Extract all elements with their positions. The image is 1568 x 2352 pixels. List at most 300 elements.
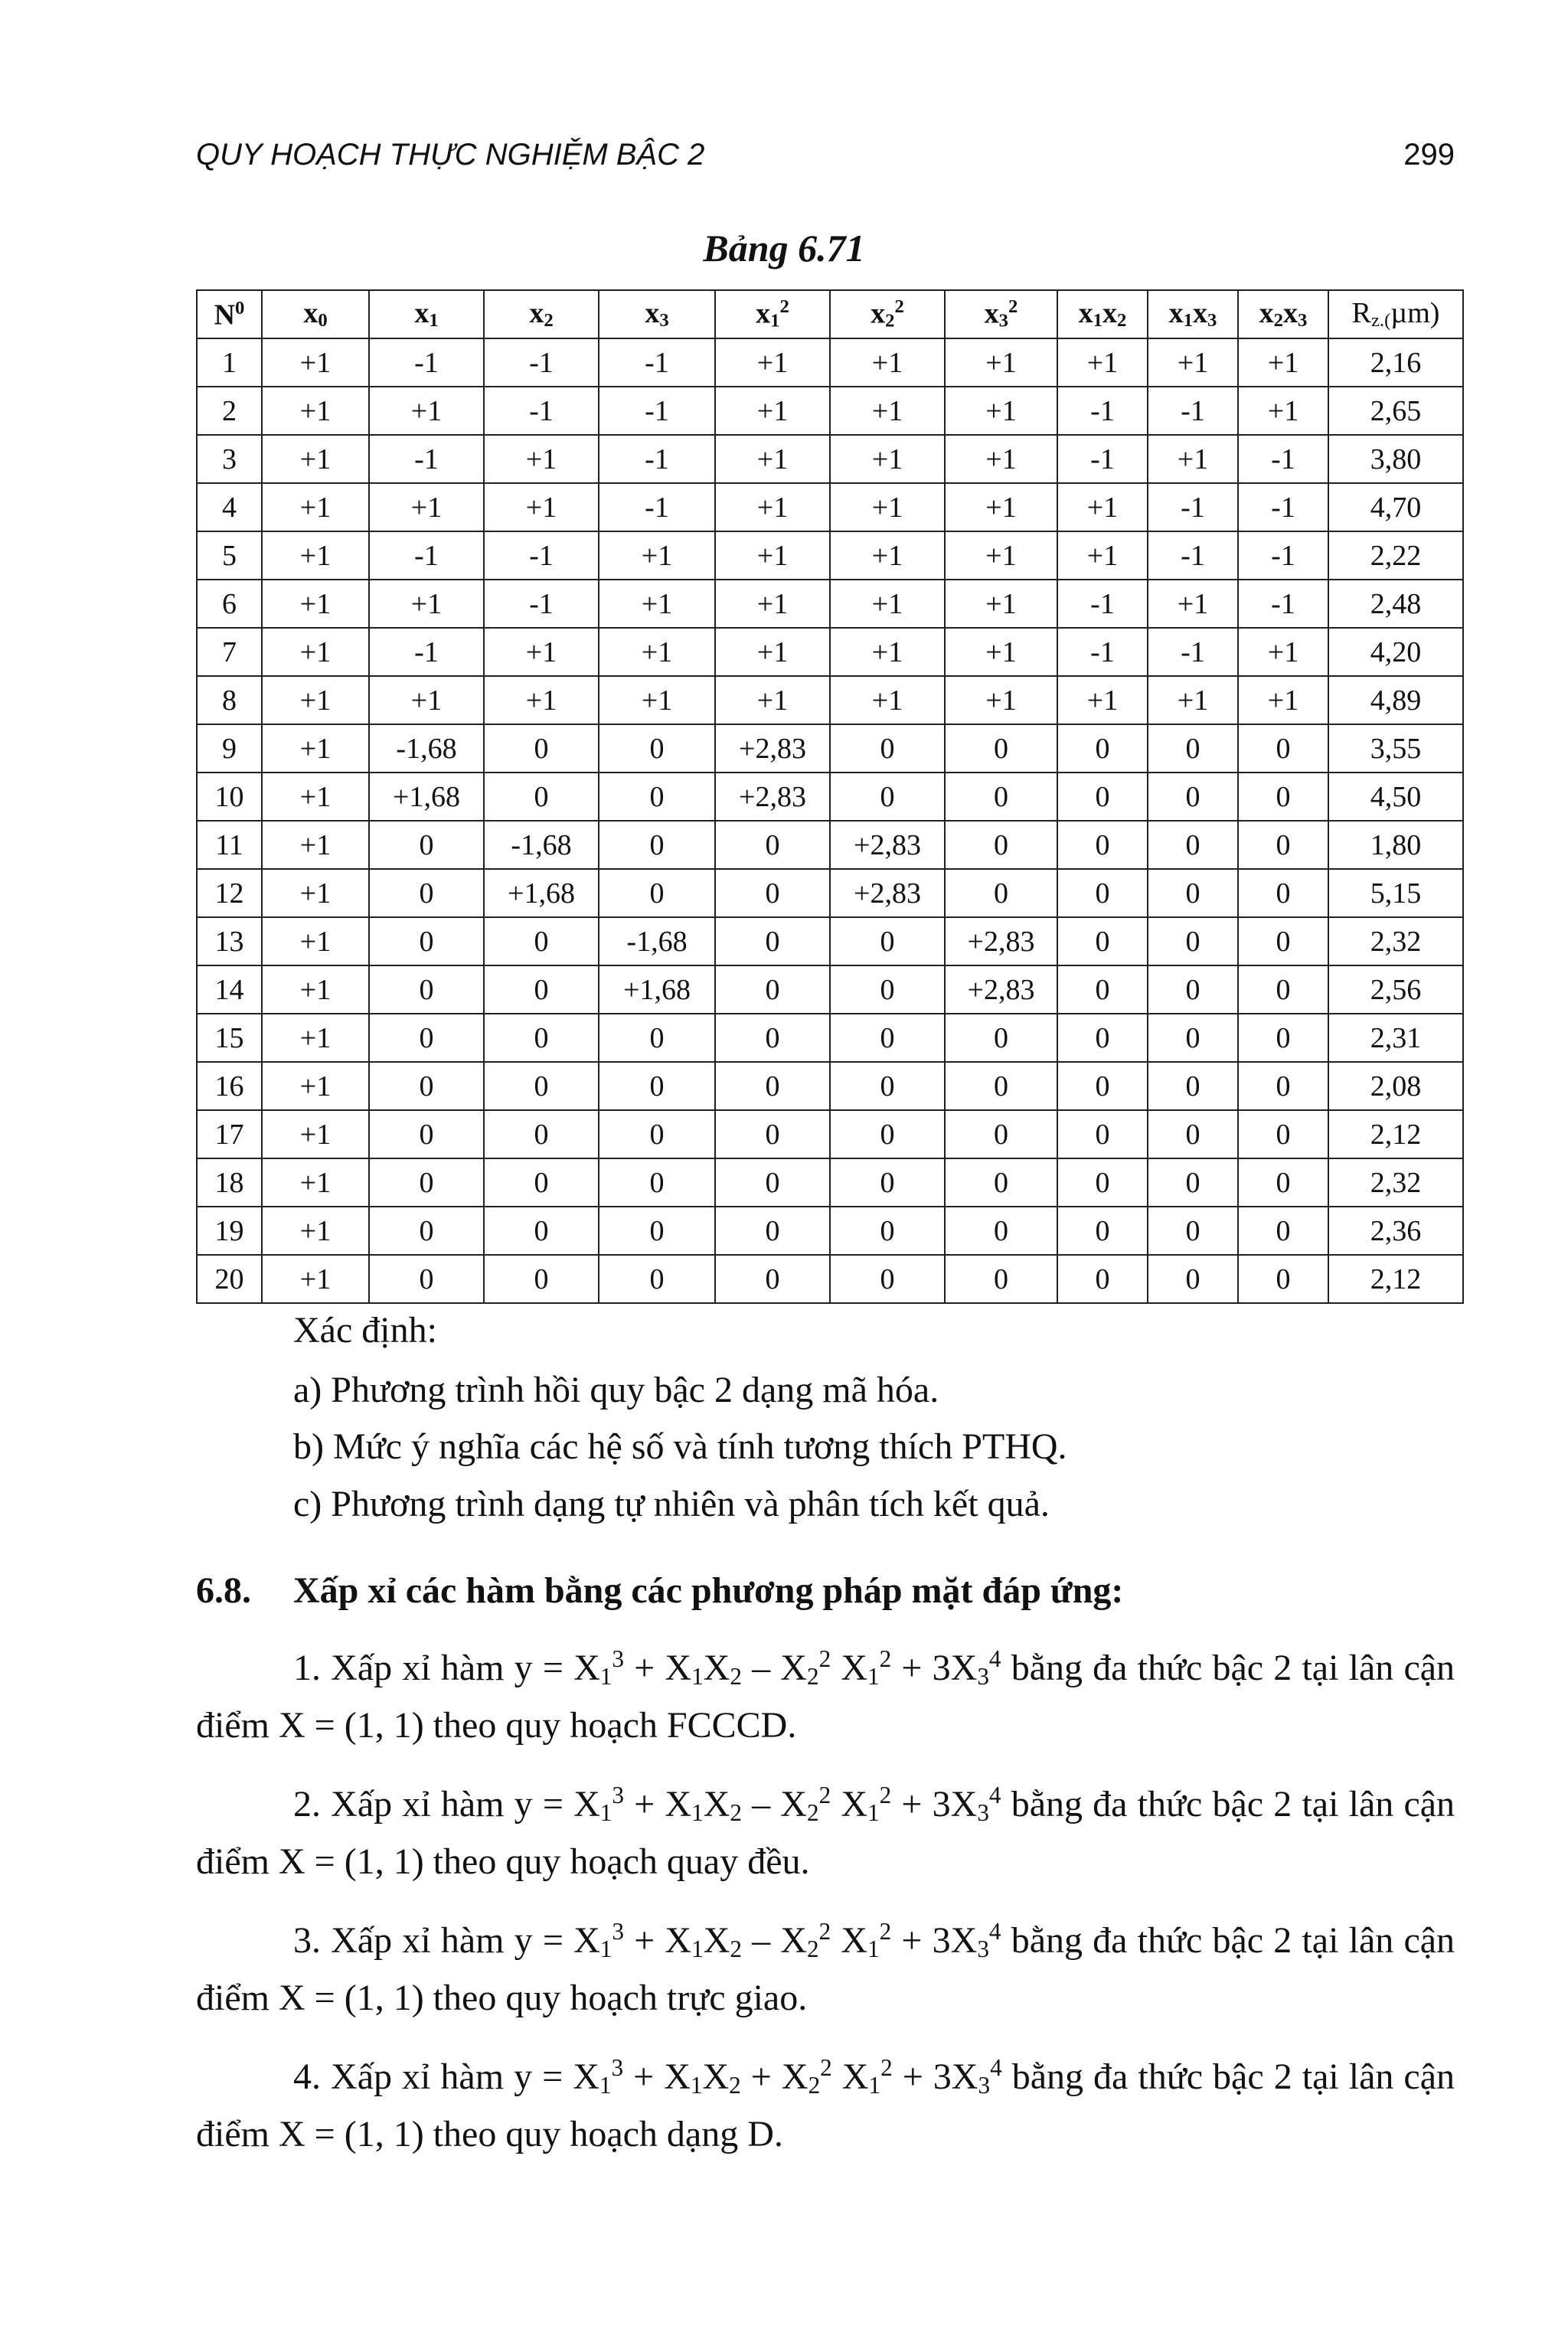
table-cell: 0 — [599, 869, 715, 917]
table-cell: +1 — [830, 338, 945, 387]
section-heading — [196, 1570, 1455, 1612]
section-title: Xấp xỉ các hàm bằng các phương pháp mặt đáp ứng: — [293, 1570, 1124, 1611]
table-cell: -1 — [1057, 580, 1148, 628]
table-cell: +1 — [945, 676, 1057, 724]
table-body — [197, 338, 1463, 1303]
table-cell: 2,32 — [1328, 1158, 1463, 1207]
col-header-x1x3: $x_1x_3$ — [1148, 290, 1238, 338]
table-cell: +1 — [369, 483, 484, 531]
table-cell: 9 — [197, 724, 262, 773]
table-cell: +1,68 — [484, 869, 599, 917]
table-cell: +1,68 — [369, 773, 484, 821]
question-a: a) Phương trình hồi quy bậc 2 dạng mã hóa. — [293, 1370, 939, 1410]
table-cell: 7 — [197, 628, 262, 676]
table-cell: +2,83 — [830, 821, 945, 869]
table-cell: -1 — [484, 387, 599, 435]
table-cell: 0 — [1057, 1110, 1148, 1158]
table-cell: 5,15 — [1328, 869, 1463, 917]
table-row — [197, 1062, 1463, 1110]
table-cell: 0 — [369, 917, 484, 965]
table-cell: +1 — [1148, 676, 1238, 724]
table-cell: +1 — [484, 628, 599, 676]
table-cell: 0 — [1057, 965, 1148, 1014]
table-row — [197, 1207, 1463, 1255]
table-cell: 0 — [1057, 869, 1148, 917]
table-cell: 0 — [1057, 917, 1148, 965]
exercise-item — [196, 1771, 1455, 1886]
table-cell: 14 — [197, 965, 262, 1014]
table-cell: -1,68 — [599, 917, 715, 965]
table-cell: 0 — [369, 869, 484, 917]
exercise-lead: 4. Xấp xỉ hàm y = — [293, 2056, 573, 2098]
table-cell: -1 — [484, 338, 599, 387]
table-cell: +1 — [830, 580, 945, 628]
table-cell: -1 — [369, 338, 484, 387]
table-cell: +1 — [599, 531, 715, 580]
table-row — [197, 1255, 1463, 1303]
table-cell: -1 — [484, 580, 599, 628]
table-cell: +1 — [262, 531, 369, 580]
table-cell: 20 — [197, 1255, 262, 1303]
table-cell: 0 — [599, 1062, 715, 1110]
table-cell: +1 — [262, 338, 369, 387]
table-cell: +1 — [262, 773, 369, 821]
table-cell: 0 — [715, 869, 830, 917]
table-cell: 10 — [197, 773, 262, 821]
table-cell: 0 — [369, 965, 484, 1014]
formula: $X_1^3 + X_1X_2 - X_2^2$ $X_1^2 + 3X_3^4$ — [573, 1918, 1001, 1963]
table-cell: +1 — [262, 1158, 369, 1207]
table-cell: +2,83 — [945, 917, 1057, 965]
table-cell: 0 — [1238, 965, 1328, 1014]
table-caption: Bảng 6.71 — [703, 227, 865, 270]
table-cell: +1 — [369, 580, 484, 628]
table-cell: 1,80 — [1328, 821, 1463, 869]
table-cell: +1 — [262, 435, 369, 483]
table-header-row — [197, 290, 1463, 338]
table-cell: -1 — [1238, 435, 1328, 483]
table-cell: 8 — [197, 676, 262, 724]
table-cell: 0 — [1057, 1158, 1148, 1207]
col-header-rz: $R_{z.(}\mu m$) — [1328, 290, 1463, 338]
exercise-item — [196, 1907, 1455, 2023]
table-cell: 4,70 — [1328, 483, 1463, 531]
exercise-suffix: bằng đa thức bậc 2 tại lân cận điểm X = (1, 1) theo quy hoạch quay đều. — [196, 1784, 1455, 1883]
table-cell: -1,68 — [484, 821, 599, 869]
table-cell: 2,12 — [1328, 1255, 1463, 1303]
table-cell: 3,55 — [1328, 724, 1463, 773]
table-row — [197, 676, 1463, 724]
table-cell: 6 — [197, 580, 262, 628]
table-cell: 2,36 — [1328, 1207, 1463, 1255]
exercise-lead: 3. Xấp xỉ hàm y = — [293, 1920, 574, 1962]
table-cell: 2 — [197, 387, 262, 435]
table-cell: +2,83 — [830, 869, 945, 917]
table-row — [197, 1014, 1463, 1062]
question-intro: Xác định: — [293, 1310, 437, 1351]
table-cell: 0 — [830, 773, 945, 821]
exercise-item — [196, 2043, 1455, 2159]
table-cell: 0 — [599, 724, 715, 773]
table-cell: 0 — [484, 773, 599, 821]
table-cell: 0 — [1057, 773, 1148, 821]
table-cell: 0 — [369, 1207, 484, 1255]
table-row — [197, 773, 1463, 821]
table-cell: 2,16 — [1328, 338, 1463, 387]
table-cell: 0 — [830, 1158, 945, 1207]
table-cell: 0 — [369, 821, 484, 869]
table-cell: -1 — [1057, 435, 1148, 483]
table-cell: +1 — [369, 387, 484, 435]
table-cell: 16 — [197, 1062, 262, 1110]
table-cell: 0 — [1238, 917, 1328, 965]
table-cell: +1 — [830, 676, 945, 724]
table-cell: +1 — [715, 387, 830, 435]
col-header-x3sq: $x_3^2$ — [945, 290, 1057, 338]
table-cell: 0 — [1057, 1062, 1148, 1110]
table-cell: +1 — [1238, 676, 1328, 724]
table-cell: 0 — [715, 1110, 830, 1158]
table-cell: 0 — [1238, 1158, 1328, 1207]
table-cell: 0 — [1238, 1207, 1328, 1255]
table-cell: +1 — [599, 676, 715, 724]
table-cell: 0 — [830, 1255, 945, 1303]
table-cell: 0 — [599, 1158, 715, 1207]
table-cell: +1 — [1148, 580, 1238, 628]
table-cell: -1 — [369, 435, 484, 483]
table-cell: 0 — [1057, 1255, 1148, 1303]
table-cell: 2,32 — [1328, 917, 1463, 965]
table-cell: 17 — [197, 1110, 262, 1158]
table-cell: 0 — [369, 1062, 484, 1110]
table-cell: +1 — [1057, 338, 1148, 387]
table-cell: 0 — [484, 724, 599, 773]
table-cell: 4 — [197, 483, 262, 531]
table-cell: +1 — [262, 676, 369, 724]
table-cell: -1 — [1238, 483, 1328, 531]
table-cell: +1 — [715, 628, 830, 676]
table-cell: 0 — [1148, 1255, 1238, 1303]
table-cell: 4,20 — [1328, 628, 1463, 676]
table-cell: +1 — [715, 676, 830, 724]
table-cell: 0 — [1148, 917, 1238, 965]
table-cell: +1 — [262, 580, 369, 628]
data-table — [196, 289, 1464, 1304]
table-cell: +1 — [262, 387, 369, 435]
table-cell: +1,68 — [599, 965, 715, 1014]
table-cell: 0 — [1238, 1014, 1328, 1062]
table-row — [197, 821, 1463, 869]
table-cell: 0 — [830, 1207, 945, 1255]
table-cell: +1 — [262, 483, 369, 531]
exercise-lead: 2. Xấp xỉ hàm y = — [293, 1784, 574, 1825]
table-cell: 4,89 — [1328, 676, 1463, 724]
table-cell: 0 — [945, 1207, 1057, 1255]
table-cell: 0 — [1148, 1158, 1238, 1207]
table-cell: +1 — [1238, 628, 1328, 676]
table-cell: 0 — [599, 1207, 715, 1255]
col-header-x2x3: $x_2x_3$ — [1238, 290, 1328, 338]
table-cell: -1 — [484, 531, 599, 580]
page-number: 299 — [1403, 138, 1455, 172]
table-cell: 3 — [197, 435, 262, 483]
table-cell: 0 — [1238, 724, 1328, 773]
table-cell: 0 — [599, 1255, 715, 1303]
table-cell: 0 — [369, 1110, 484, 1158]
table-cell: 0 — [484, 1158, 599, 1207]
table-row — [197, 917, 1463, 965]
table-cell: 18 — [197, 1158, 262, 1207]
table-cell: 0 — [1057, 1207, 1148, 1255]
table-cell: +1 — [262, 724, 369, 773]
table-cell: +1 — [945, 338, 1057, 387]
table-cell: 0 — [945, 1062, 1057, 1110]
col-header-n0: $N^0$ — [197, 290, 262, 338]
table-cell: 0 — [1238, 1062, 1328, 1110]
table-row — [197, 724, 1463, 773]
section-number: 6.8. — [196, 1570, 251, 1611]
table-cell: 0 — [1148, 773, 1238, 821]
table-cell: -1 — [1057, 628, 1148, 676]
table-cell: +1 — [830, 435, 945, 483]
table-cell: +1 — [262, 1255, 369, 1303]
table-cell: 0 — [830, 1014, 945, 1062]
table-cell: +1 — [830, 531, 945, 580]
table-cell: 0 — [715, 917, 830, 965]
table-row — [197, 580, 1463, 628]
exercise-suffix: bằng đa thức bậc 2 tại lân cận điểm X = (1, 1) theo quy hoạch dạng D. — [196, 2056, 1455, 2155]
table-cell: 0 — [1148, 821, 1238, 869]
col-header-x0: $x_0$ — [262, 290, 369, 338]
table-cell: +1 — [599, 580, 715, 628]
table-row — [197, 435, 1463, 483]
table-cell: 0 — [369, 1158, 484, 1207]
table-cell: +1 — [830, 483, 945, 531]
col-header-x1sq: $x_1^2$ — [715, 290, 830, 338]
table-cell: +1 — [1238, 387, 1328, 435]
table-cell: 2,31 — [1328, 1014, 1463, 1062]
table-cell: 0 — [599, 773, 715, 821]
table-cell: +1 — [1057, 676, 1148, 724]
table-cell: +1 — [484, 435, 599, 483]
table-cell: +1 — [484, 676, 599, 724]
table-cell: 2,22 — [1328, 531, 1463, 580]
table-cell: 0 — [1148, 724, 1238, 773]
table-cell: 0 — [1238, 1110, 1328, 1158]
table-cell: 0 — [1148, 1062, 1238, 1110]
table-cell: 0 — [1148, 1207, 1238, 1255]
table-cell: 0 — [715, 965, 830, 1014]
table-cell: +1 — [262, 869, 369, 917]
table-cell: 0 — [484, 1255, 599, 1303]
table-cell: 0 — [1238, 1255, 1328, 1303]
table-cell: 0 — [945, 1014, 1057, 1062]
table-cell: 0 — [1148, 1110, 1238, 1158]
col-header-x2: $x_2$ — [484, 290, 599, 338]
table-cell: 0 — [1148, 869, 1238, 917]
table-cell: 2,08 — [1328, 1062, 1463, 1110]
table-cell: 0 — [945, 1110, 1057, 1158]
col-header-x1: $x_1$ — [369, 290, 484, 338]
table-cell: 3,80 — [1328, 435, 1463, 483]
page-header — [196, 138, 1455, 184]
exercise-suffix: bằng đa thức bậc 2 tại lân cận điểm X = (1, 1) theo quy hoạch FCCCD. — [196, 1648, 1455, 1746]
table-cell: 2,65 — [1328, 387, 1463, 435]
table-cell: 0 — [830, 1062, 945, 1110]
table-cell: 0 — [945, 1158, 1057, 1207]
exercise-suffix: bằng đa thức bậc 2 tại lân cận điểm X = (1, 1) theo quy hoạch trực giao. — [196, 1920, 1455, 2019]
exercise-item — [196, 1635, 1455, 1750]
table-cell: 0 — [599, 821, 715, 869]
table-cell: +1 — [1148, 338, 1238, 387]
question-c: c) Phương trình dạng tự nhiên và phân tích kết quả. — [293, 1484, 1050, 1524]
table-cell: +2,83 — [715, 724, 830, 773]
table-cell: 0 — [1057, 821, 1148, 869]
table-cell: +1 — [830, 628, 945, 676]
table-cell: +1 — [1238, 338, 1328, 387]
table-cell: 0 — [484, 965, 599, 1014]
table-cell: 0 — [1148, 1014, 1238, 1062]
table-cell: 0 — [599, 1014, 715, 1062]
table-cell: 0 — [715, 1255, 830, 1303]
formula: $X_1^3 + X_1X_2 - X_2^2$ $X_1^2 + 3X_3^4$ — [573, 1645, 1001, 1690]
table-cell: 15 — [197, 1014, 262, 1062]
formula: $X_1^3 + X_1X_2 + X_2^2$ $X_1^2 + 3X_3^4$ — [573, 2054, 1002, 2099]
col-header-x1x2: $x_1x_2$ — [1057, 290, 1148, 338]
table-cell: 0 — [1238, 821, 1328, 869]
table-cell: +1 — [945, 483, 1057, 531]
table-cell: +1 — [1057, 483, 1148, 531]
table-cell: 0 — [945, 724, 1057, 773]
table-cell: 2,56 — [1328, 965, 1463, 1014]
table-row — [197, 1110, 1463, 1158]
table-cell: -1 — [599, 387, 715, 435]
table-cell: 2,12 — [1328, 1110, 1463, 1158]
table-cell: -1 — [1148, 483, 1238, 531]
table-cell: +1 — [484, 483, 599, 531]
table-cell: -1 — [369, 628, 484, 676]
table-cell: +1 — [262, 821, 369, 869]
table-cell: 11 — [197, 821, 262, 869]
table-cell: -1 — [599, 483, 715, 531]
table-cell: 1 — [197, 338, 262, 387]
table-cell: 0 — [1057, 724, 1148, 773]
table-cell: -1 — [1238, 580, 1328, 628]
table-cell: 4,50 — [1328, 773, 1463, 821]
table-cell: 0 — [715, 1062, 830, 1110]
table-cell: 0 — [715, 1158, 830, 1207]
table-cell: 0 — [945, 821, 1057, 869]
table-cell: +1 — [599, 628, 715, 676]
table-cell: +2,83 — [715, 773, 830, 821]
question-b: b) Mức ý nghĩa các hệ số và tính tương thích PTHQ. — [293, 1426, 1067, 1467]
table-cell: +1 — [262, 965, 369, 1014]
table-cell: 0 — [484, 1062, 599, 1110]
formula: $X_1^3 + X_1X_2 - X_2^2$ $X_1^2 + 3X_3^4$ — [573, 1782, 1001, 1827]
table-cell: +1 — [262, 628, 369, 676]
table-cell: 0 — [1148, 965, 1238, 1014]
table-cell: 0 — [945, 1255, 1057, 1303]
table-cell: +1 — [830, 387, 945, 435]
table-cell: 0 — [830, 724, 945, 773]
table-cell: +1 — [715, 338, 830, 387]
table-cell: +1 — [945, 628, 1057, 676]
table-cell: +1 — [262, 1014, 369, 1062]
table-cell: 0 — [1238, 869, 1328, 917]
table-cell: +1 — [715, 531, 830, 580]
table-cell: +1 — [262, 1207, 369, 1255]
table-cell: +1 — [1148, 435, 1238, 483]
table-cell: -1 — [599, 435, 715, 483]
table-cell: +1 — [715, 580, 830, 628]
table-cell: 0 — [715, 821, 830, 869]
col-header-x3: $x_3$ — [599, 290, 715, 338]
table-cell: 0 — [484, 1110, 599, 1158]
table-cell: +1 — [715, 435, 830, 483]
table-cell: +1 — [945, 435, 1057, 483]
table-cell: 2,48 — [1328, 580, 1463, 628]
table-cell: +2,83 — [945, 965, 1057, 1014]
table-cell: 0 — [1238, 773, 1328, 821]
table-cell: 0 — [715, 1014, 830, 1062]
table-cell: +1 — [945, 580, 1057, 628]
table-row — [197, 965, 1463, 1014]
table-cell: +1 — [262, 917, 369, 965]
col-header-x2sq: $x_2^2$ — [830, 290, 945, 338]
running-title: QUY HOẠCH THỰC NGHIỆM BẬC 2 — [196, 138, 705, 172]
table-cell: +1 — [1057, 531, 1148, 580]
table-cell: -1 — [1148, 628, 1238, 676]
table-cell: 0 — [369, 1255, 484, 1303]
table-cell: -1,68 — [369, 724, 484, 773]
table-row — [197, 1158, 1463, 1207]
table-cell: -1 — [1057, 387, 1148, 435]
table-cell: 5 — [197, 531, 262, 580]
table-row — [197, 387, 1463, 435]
table-cell: 0 — [484, 1207, 599, 1255]
table-cell: +1 — [262, 1062, 369, 1110]
table-row — [197, 869, 1463, 917]
table-cell: +1 — [715, 483, 830, 531]
table-cell: 0 — [830, 1110, 945, 1158]
table-cell: 19 — [197, 1207, 262, 1255]
table-cell: +1 — [262, 1110, 369, 1158]
table-cell: +1 — [945, 531, 1057, 580]
table-cell: 0 — [715, 1207, 830, 1255]
table-cell: 0 — [1057, 1014, 1148, 1062]
table-row — [197, 338, 1463, 387]
table-cell: 0 — [599, 1110, 715, 1158]
table-cell: 0 — [945, 869, 1057, 917]
exercise-lead: 1. Xấp xỉ hàm y = — [293, 1648, 574, 1689]
table-cell: 12 — [197, 869, 262, 917]
table-cell: -1 — [1148, 531, 1238, 580]
table-cell: +1 — [945, 387, 1057, 435]
table-cell: -1 — [1238, 531, 1328, 580]
table-row — [197, 628, 1463, 676]
table-cell: -1 — [599, 338, 715, 387]
table-row — [197, 531, 1463, 580]
table-cell: -1 — [1148, 387, 1238, 435]
table-cell: 0 — [369, 1014, 484, 1062]
table-cell: -1 — [369, 531, 484, 580]
table-cell: 0 — [484, 917, 599, 965]
table-cell: +1 — [369, 676, 484, 724]
table-cell: 0 — [830, 965, 945, 1014]
table-cell: 0 — [945, 773, 1057, 821]
table-cell: 13 — [197, 917, 262, 965]
table-cell: 0 — [830, 917, 945, 965]
